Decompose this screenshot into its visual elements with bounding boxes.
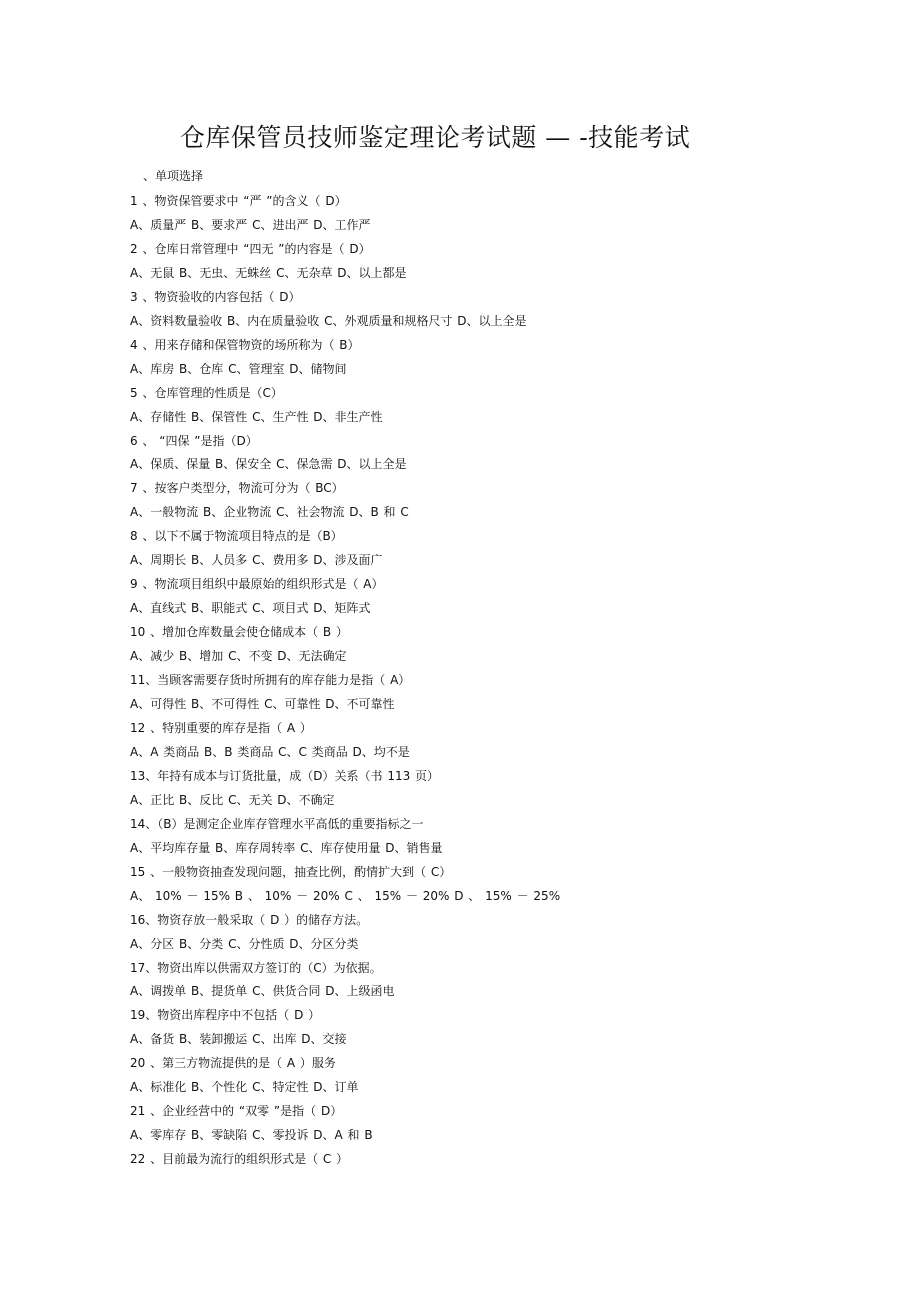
question-line: 6 、 “四保 ”是指（D） — [130, 433, 258, 448]
answer-options-line: A、A 类商品 B、B 类商品 C、C 类商品 D、均不是 — [130, 744, 410, 759]
question-line: 8 、以下不属于物流项目特点的是（B） — [130, 529, 343, 544]
answer-options-line: A、资料数量验收 B、内在质量验收 C、外观质量和规格尺寸 D、以上全是 — [130, 313, 527, 328]
question-line: 21 、企业经营中的 “双零 ”是指（ D） — [130, 1104, 343, 1119]
answer-options-line: A、无鼠 B、无虫、无蛛丝 C、无杂草 D、以上都是 — [130, 265, 407, 280]
answer-options-line: A、标准化 B、个性化 C、特定性 D、订单 — [130, 1080, 359, 1095]
answer-options-line: A、正比 B、反比 C、无关 D、不确定 — [130, 792, 335, 807]
question-list — [130, 190, 850, 1172]
question-line: 2 、仓库日常管理中 “四无 ”的内容是（ D） — [130, 241, 371, 256]
section-heading: 、单项选择 — [143, 169, 204, 183]
answer-options-line: A、存储性 B、保管性 C、生产性 D、非生产性 — [130, 409, 383, 424]
question-line: 13、年持有成本与订货批量，成（D）关系（书 113 页） — [130, 768, 440, 783]
answer-options-line: A、调拨单 B、提货单 C、供货合同 D、上级函电 — [130, 984, 395, 999]
question-line: 5 、仓库管理的性质是（C） — [130, 385, 283, 400]
question-line: 16、物资存放一般采取（ D ）的储存方法。 — [130, 912, 369, 927]
answer-options-line: A、周期长 B、人员多 C、费用多 D、涉及面广 — [130, 553, 383, 568]
question-line: 22 、目前最为流行的组织形式是（ C ） — [130, 1152, 349, 1167]
question-line: 12 、特别重要的库存是指（ A ） — [130, 720, 312, 735]
answer-options-line: A、备货 B、装卸搬运 C、出库 D、交接 — [130, 1032, 347, 1047]
question-line: 7 、按客户类型分，物流可分为（ BC） — [130, 481, 344, 496]
answer-options-line: A、库房 B、仓库 C、管理室 D、储物间 — [130, 361, 347, 376]
question-line: 10 、增加仓库数量会使仓储成本（ B ） — [130, 625, 348, 640]
answer-options-line: A、减少 B、增加 C、不变 D、无法确定 — [130, 649, 347, 664]
answer-options-line: A、质量严 B、要求严 C、进出严 D、工作严 — [130, 217, 371, 232]
question-line: 1 、物资保管要求中 “严 ”的含义（ D） — [130, 194, 347, 208]
answer-options-line: A、零库存 B、零缺陷 C、零投诉 D、A 和 B — [130, 1128, 373, 1143]
question-line: 4 、用来存储和保管物资的场所称为（ B） — [130, 337, 360, 352]
answer-options-line: A、分区 B、分类 C、分性质 D、分区分类 — [130, 936, 359, 951]
answer-options-line: A、直线式 B、职能式 C、项目式 D、矩阵式 — [130, 601, 371, 616]
answer-options-line: A、一般物流 B、企业物流 C、社会物流 D、B 和 C — [130, 505, 409, 520]
question-line: 20 、第三方物流提供的是（ A ）服务 — [130, 1056, 336, 1071]
question-line: 19、物资出库程序中不包括（ D ） — [130, 1008, 321, 1023]
answer-options-line: A、保质、保量 B、保安全 C、保急需 D、以上全是 — [130, 457, 407, 472]
document-title: 仓库保管员技师鉴定理论考试题 — -技能考试 — [179, 123, 691, 152]
question-line: 3 、物资验收的内容包括（ D） — [130, 289, 301, 304]
question-line: 14、（B）是测定企业库存管理水平高低的重要指标之一 — [130, 816, 424, 831]
answer-options-line: A、平均库存量 B、库存周转率 C、库存使用量 D、销售量 — [130, 840, 443, 855]
question-line: 15 、一般物资抽查发现问题，抽查比例，酌情扩大到（ C） — [130, 864, 452, 879]
question-line: 11、当顾客需要存货时所拥有的库存能力是指（ A） — [130, 673, 411, 688]
answer-options-line: A、可得性 B、不可得性 C、可靠性 D、不可靠性 — [130, 697, 395, 712]
question-line: 9 、物流项目组织中最原始的组织形式是（ A） — [130, 577, 384, 592]
answer-options-line: A、 10% － 15% B 、 10% － 20% C 、 15% － 20% D 、 15% － 25% — [130, 888, 561, 903]
question-line: 17、物资出库以供需双方签订的（C）为依据。 — [130, 960, 382, 975]
